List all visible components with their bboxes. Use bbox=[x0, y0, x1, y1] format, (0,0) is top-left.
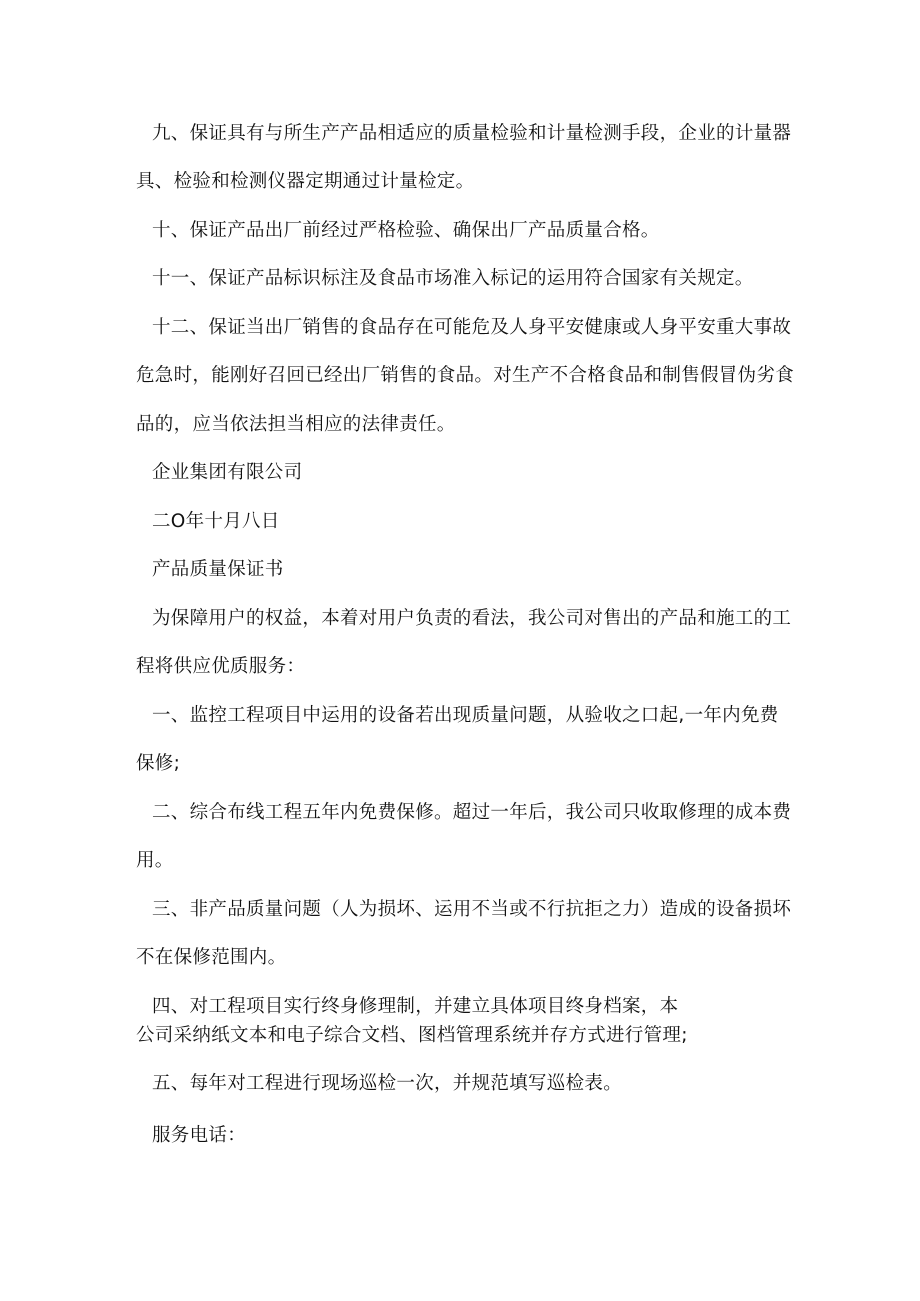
text-line: 程将供应优质服务： bbox=[136, 656, 306, 677]
text-line: 保修; bbox=[136, 753, 181, 774]
company-name: 企业集团有限公司 bbox=[152, 462, 303, 483]
text-line: 十二、保证当出厂销售的食品存在可能危及人身平安健康或人身平安重大事故 bbox=[152, 317, 792, 338]
text-line: 十、保证产品出厂前经过严格检验、确保出厂产品质量合格。 bbox=[152, 220, 660, 241]
text-line: 用。 bbox=[136, 850, 174, 871]
text-line: 二、综合布线工程五年内免费保修。超过一年后，我公司只收取修理的成本费 bbox=[152, 802, 792, 823]
text-line: 三、非产品质量问题（人为损坏、运用不当或不行抗拒之力）造成的设备损坏 bbox=[152, 899, 792, 920]
document-date: 二O年十月八日 bbox=[152, 511, 280, 532]
section-title: 产品质量保证书 bbox=[152, 559, 284, 580]
text-line: 品的，应当依法担当相应的法律责任。 bbox=[136, 414, 456, 435]
text-line: 九、保证具有与所生产产品相适应的质量检验和计量检测手段，企业的计量器 bbox=[152, 123, 792, 144]
text-line: 公司采纳纸文本和电子综合文档、图档管理系统并存方式进行管理; bbox=[136, 1025, 688, 1046]
text-line: 危急时，能刚好召回已经出厂销售的食品。对生产不合格食品和制售假冒伪劣食 bbox=[136, 365, 795, 386]
text-line: 一、监控工程项目中运用的设备若出现质量问题，从验收之口起,一年内免费 bbox=[152, 705, 779, 726]
text-line: 十一、保证产品标识标注及食品市场准入标记的运用符合国家有关规定。 bbox=[152, 268, 754, 289]
text-line: 为保障用户的权益，本着对用户负责的看法，我公司对售出的产品和施工的工 bbox=[152, 608, 792, 629]
text-line: 具、检验和检测仪器定期通过计量检定。 bbox=[136, 171, 475, 192]
text-line: 五、每年对工程进行现场巡检一次，并规范填写巡检表。 bbox=[152, 1073, 623, 1094]
service-phone-label: 服务电话： bbox=[152, 1125, 247, 1146]
text-line: 不在保修范围内。 bbox=[136, 947, 287, 968]
text-line: 四、对工程项目实行终身修理制，并建立具体项目终身档案，本 bbox=[152, 996, 679, 1017]
